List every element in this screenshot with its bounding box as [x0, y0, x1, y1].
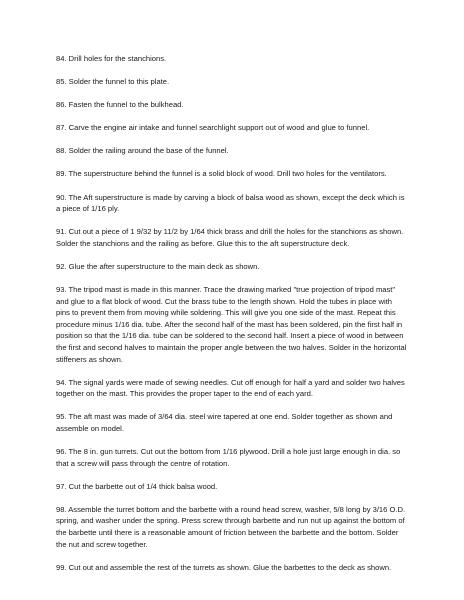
step-97: 97. Cut the barbette out of 1/4 thick balsa wood. [56, 481, 218, 491]
step-95: 95. The aft mast was made of 3/64 dia. steel wire tapered at one end. Solder together as shown and assemble on model. [56, 412, 393, 433]
step-96: 96. The 8 in. gun turrets. Cut out the bottom from 1/16 plywood. Drill a hole just large enough in dia. so that a screw will pass through the centre of rotation. [56, 447, 401, 468]
step-84: 84. Drill holes for the stanchions. [56, 54, 167, 63]
step-99: 99. Cut out and assemble the rest of the turrets as shown. Glue the barbettes to the deck as shown. [56, 562, 392, 572]
step-87: 87. Carve the engine air intake and funnel searchlight support out of wood and glue to funnel. [56, 123, 370, 133]
step-86: 86. Fasten the funnel to the bulkhead. [56, 100, 184, 110]
step-94: 94. The signal yards were made of sewing needles. Cut off enough for half a yard and solder two halves together on the mast. This provides the proper taper to the end of each yard. [56, 377, 405, 399]
step-91: 91. Cut out a piece of 1 9/32 by 11/2 by 1/64 thick brass and drill the holes for the stanchions as shown. Solder the stanchions and the railing as before. Glue this to the aft superstructure deck. [56, 227, 404, 248]
step-92: 92. Glue the after superstructure to the main deck as shown. [56, 261, 260, 271]
step-93: 93. The tripod mast is made in this manner. Trace the drawing marked "true projection of tripod mast" and glue to a flat block of wood. Cut the brass tube to the length shown. Hold the tubes in place with pins to prevent them from moving while soldering. This will give you one side of the mast. Repeat this procedure minus 1/16 dia. tube. After the second half of the mast has been soldered, pin the first half in position so that the 1/16 dia. tube can be soldered to the second half. Insert a piece of wood in between the first and second halves to maintain the proper angle between the two halves. Solder in the horizontal stiffeners as shown. [56, 285, 407, 364]
step-88: 88. Solder the railing around the base of the funnel. [56, 146, 229, 156]
step-98: 98. Assemble the turret bottom and the barbette with a round head screw, washer, 5/8 long by 3/16 O.D. spring, and washer under the spring. Press screw through barbette and run nut up against the bottom of the barbette until there is a reasonable amount of friction between the barbette and the bottom. Solder the nut and screw together. [56, 504, 406, 549]
step-89: 89. The superstructure behind the funnel is a solid block of wood. Drill two holes for the ventilators. [56, 169, 387, 179]
step-85: 85. Solder the funnel to this plate. [56, 77, 170, 87]
step-90: 90. The Aft superstructure is made by carving a block of balsa wood as shown, except the deck which is a piece of 1/16 ply. [56, 192, 405, 214]
